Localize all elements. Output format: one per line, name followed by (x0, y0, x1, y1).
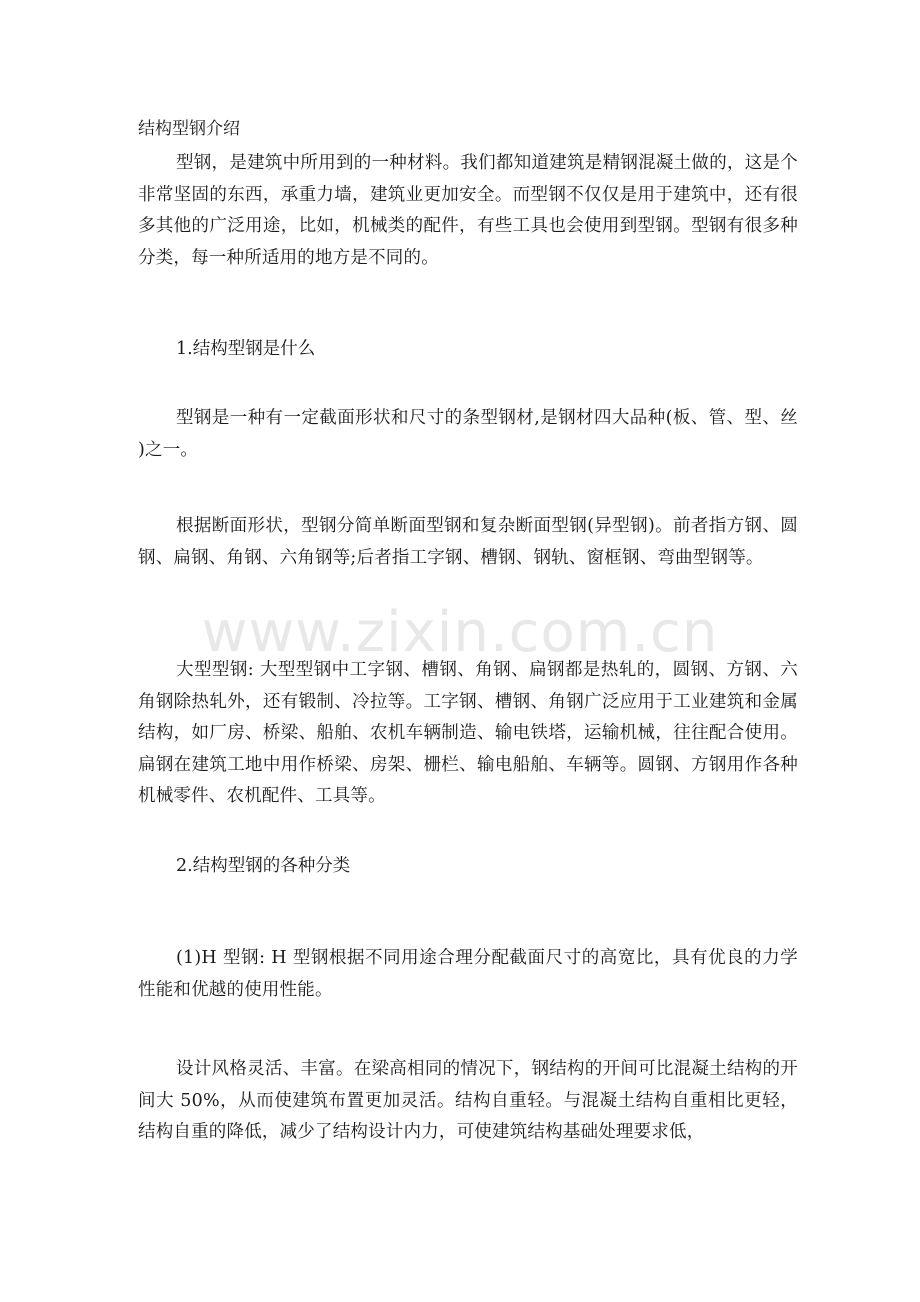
large-steel-paragraph: 大型型钢: 大型型钢中工字钢、槽钢、角钢、扁钢都是热轧的，圆钢、方钢、六角钢除热轧外，还有锻制、冷拉等。工字钢、槽钢、角钢广泛应用于工业建筑和金属结构，如厂房、桥梁、船舶、农机车辆制造、输电铁塔，运输机械，往往配合使用。扁钢在建筑工地中用作桥梁、房架、栅栏、输电船舶、车辆等。圆钢、方钢用作各种机械零件、农机配件、工具等。 (138, 660, 798, 806)
definition-paragraph: 型钢是一种有一定截面形状和尺寸的条型钢材,是钢材四大品种(板、管、型、丝 )之一。 (138, 408, 798, 460)
intro-paragraph: 型钢，是建筑中所用到的一种材料。我们都知道建筑是精钢混凝土做的，这是个非常坚固的东西，承重力墙，建筑业更加安全。而型钢不仅仅是用于建筑中，还有很多其他的广泛用途，比如，机械类的配件，有些工具也会使用到型钢。型钢有很多种分类，每一种所适用的地方是不同的。 (138, 153, 798, 268)
watermark: www.zixin.com.cn (201, 600, 719, 665)
document-title: 结构型钢介绍 (138, 119, 240, 139)
h-beam-paragraph: (1)H 型钢: H 型钢根据不同用途合理分配截面尺寸的高宽比，具有优良的力学性能和优越的使用性能。 (138, 948, 798, 1000)
section-heading-1: 1.结构型钢是什么 (176, 339, 316, 359)
cross-section-paragraph: 根据断面形状，型钢分简单断面型钢和复杂断面型钢(异型钢)。前者指方钢、圆钢、扁钢、角钢、六角钢等;后者指工字钢、槽钢、钢轨、窗框钢、弯曲型钢等。 (138, 516, 798, 568)
design-style-paragraph: 设计风格灵活、丰富。在梁高相同的情况下，钢结构的开间可比混凝土结构的开间大 50%，从而使建筑布置更加灵活。结构自重轻。与混凝土结构自重相比更轻，结构自重的降低，减少了结构设计内力，可使建筑结构基础处理要求低， (138, 1059, 798, 1142)
section-heading-2: 2.结构型钢的各种分类 (176, 856, 351, 876)
